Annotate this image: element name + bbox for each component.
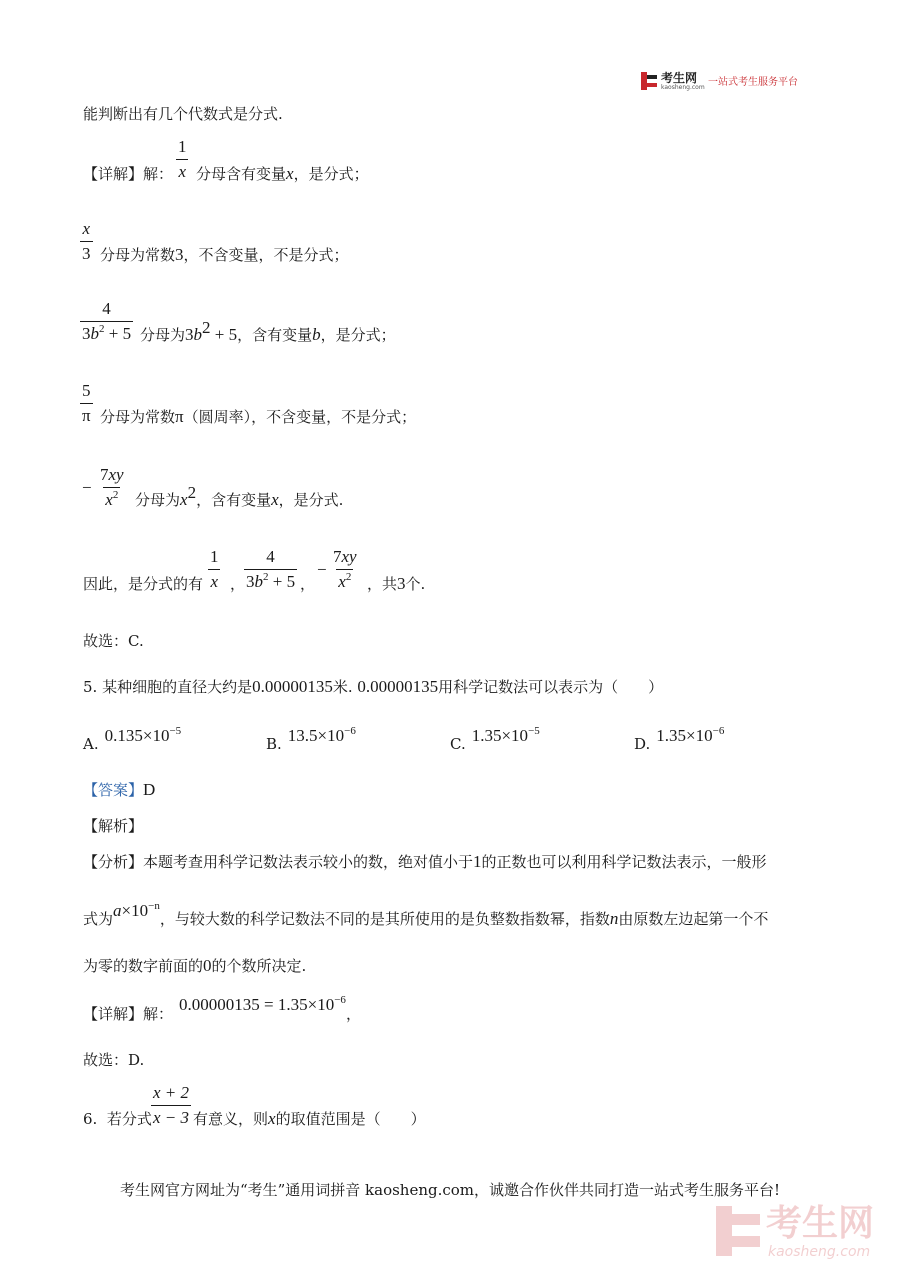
text: 个. <box>405 575 426 593</box>
q4-detail-label <box>83 164 173 184</box>
q5-answer <box>83 780 155 800</box>
times-ten: ×10 <box>121 901 149 920</box>
exponent: −6 <box>344 725 356 737</box>
q6-stem-end <box>193 1109 426 1129</box>
header-url: kaosheng.com <box>661 84 705 91</box>
exponent: −5 <box>528 725 540 737</box>
text: 若分式 <box>106 1110 152 1128</box>
text: ，是分式； <box>320 326 396 344</box>
var-a: a <box>113 901 122 920</box>
kaosheng-logo-icon <box>641 72 657 90</box>
concl-fraction-4-over-3b2plus5 <box>244 547 297 592</box>
mantissa: 13.5×10 <box>287 726 345 745</box>
header-logo <box>641 72 821 94</box>
q5-fenxi-line2 <box>83 900 769 929</box>
option-value <box>472 726 540 745</box>
frac-numerator: 1 <box>210 547 219 566</box>
q4-f5-text <box>135 483 344 510</box>
fraction-1-over-x <box>176 137 189 182</box>
var-b: b <box>312 325 321 344</box>
fraction-x-over-3 <box>80 219 93 264</box>
page-footer: 考生网官方网址为“考生”通用词拼音 kaosheng.com，诚邀合作伙伴共同打造一站式考生服务平台! <box>119 1181 781 1199</box>
sci-form <box>113 901 160 920</box>
q4-intro: 能判断出有几个代数式是分式. <box>83 105 283 123</box>
text: 分母为 <box>135 491 181 509</box>
q5-option-a <box>83 725 182 754</box>
exp: 2 <box>202 318 211 337</box>
text: 分母为 <box>140 326 186 344</box>
var-xy: xy <box>341 547 357 566</box>
text: 的正数也可以利用科学记数法表示，一般形 <box>481 853 767 871</box>
q5-option-b <box>266 725 356 754</box>
var-x: x <box>105 490 113 509</box>
q5-option-c <box>450 725 540 754</box>
q5-stem <box>83 677 663 697</box>
frac-denominator <box>103 487 120 510</box>
frac-numerator: x + 2 <box>153 1083 190 1102</box>
q5-option-d <box>634 725 725 754</box>
answer-tag: 【答案】 <box>83 781 144 799</box>
frac-denominator: x <box>176 159 188 182</box>
fenxi-tag: 【分析】 <box>83 853 144 871</box>
q4-choose: 故选：C. <box>83 632 144 650</box>
var-b: b <box>254 572 263 591</box>
watermark <box>716 1204 886 1258</box>
frac-numerator: 4 <box>102 299 111 318</box>
watermark-text: 考生网 <box>766 1203 875 1244</box>
q4-conclusion-count <box>367 574 425 594</box>
fraction-xplus2-over-xminus3 <box>151 1083 191 1128</box>
frac-denominator <box>244 569 297 592</box>
frac-denominator: x <box>208 569 220 592</box>
coef: 3 <box>82 324 91 343</box>
minus-sign: − <box>82 478 92 497</box>
text: 某种细胞的直径大约是 <box>102 678 253 696</box>
concl-fraction-neg-7xy-over-x2 <box>331 547 359 592</box>
option-label: A. <box>83 735 99 753</box>
answer-value: D <box>143 780 156 799</box>
exp: 2 <box>263 571 269 583</box>
text: ，不含变量，不是分式； <box>183 246 349 264</box>
watermark-url: kaosheng.com <box>768 1244 871 1260</box>
text: 米. <box>332 678 353 696</box>
q5-detail <box>83 994 361 1024</box>
exponent: −n <box>148 900 160 912</box>
frac-numerator <box>331 547 359 569</box>
option-label: B. <box>266 735 282 753</box>
text: ，是分式； <box>293 165 369 183</box>
jie-label: 解： <box>143 165 174 183</box>
text: 本题考查用科学记数法表示较小的数，绝对值小于 <box>143 853 474 871</box>
frac-denominator <box>336 569 353 592</box>
frac-denominator: x − 3 <box>151 1105 191 1128</box>
text: 有意义，则 <box>193 1110 269 1128</box>
q5-fenxi-line1 <box>83 852 767 872</box>
fraction-5-over-pi <box>80 381 93 426</box>
question-number: 5. <box>83 678 98 696</box>
const-3: 3 <box>175 245 184 264</box>
text: ，含有变量 <box>237 326 313 344</box>
coef: 3 <box>185 325 194 344</box>
var-b: b <box>90 324 99 343</box>
detail-expression <box>179 995 346 1014</box>
frac-denominator: π <box>80 403 93 426</box>
q4-f3-text <box>140 318 396 345</box>
var-b: b <box>193 325 203 344</box>
value: 0 <box>203 956 212 975</box>
exp: 2 <box>187 483 197 502</box>
frac-numerator <box>98 465 126 487</box>
question-number: 6. <box>83 1110 98 1128</box>
exp: 2 <box>345 571 352 583</box>
detail-tag: 【详解】 <box>83 1005 144 1023</box>
value: 0.00000135 <box>357 677 439 696</box>
exp: 2 <box>99 323 105 335</box>
coef: 7 <box>100 465 109 484</box>
plus-5: + 5 <box>104 324 132 343</box>
detail-tag: 【详解】 <box>83 165 144 183</box>
text: 用科学记数法可以表示为（ ） <box>438 678 664 696</box>
fraction-4-over-3b2plus5 <box>80 299 133 344</box>
frac-denominator <box>80 321 133 344</box>
watermark-logo-icon <box>716 1206 760 1256</box>
option-label: C. <box>450 735 466 753</box>
pi-symbol: π <box>175 407 184 426</box>
text: 由原数左边起第一个不 <box>618 910 769 928</box>
fraction-neg-7xy-over-x2 <box>98 465 126 510</box>
value: 1 <box>473 852 482 871</box>
text: 式为 <box>83 910 114 928</box>
q5-choose: 故选：D. <box>83 1051 145 1069</box>
mantissa: 1.35×10 <box>471 726 529 745</box>
frac-denominator: 3 <box>80 241 93 264</box>
text: 分母为常数 <box>100 246 176 264</box>
separator: ， <box>230 575 246 593</box>
option-value <box>105 726 182 745</box>
q5-fenxi-line3 <box>83 956 306 976</box>
option-value <box>288 726 356 745</box>
var-x: x <box>268 1109 276 1128</box>
q6-stem-start <box>83 1109 152 1129</box>
text: ，与较大数的科学记数法不同的是其所使用的是负整数指数幂，指数 <box>159 910 610 928</box>
plus-5: + 5 <box>268 572 296 591</box>
var-x: x <box>180 490 188 509</box>
coef: 7 <box>333 547 342 566</box>
exponent: −6 <box>334 994 346 1006</box>
option-label: D. <box>634 735 651 753</box>
q5-analysis-tag: 【解析】 <box>83 817 144 835</box>
text: ，含有变量 <box>196 491 272 509</box>
text: ，共 <box>367 575 398 593</box>
text: ，是分式. <box>278 491 344 509</box>
q4-conclusion-text: 因此，是分式的有 <box>83 575 204 593</box>
frac-numerator: 1 <box>178 137 187 156</box>
var-n: n <box>609 909 619 928</box>
jie-label: 解： <box>143 1005 174 1023</box>
text: 的取值范围是（ ） <box>275 1110 426 1128</box>
text: 的个数所决定. <box>211 957 307 975</box>
exponent: −5 <box>169 725 182 737</box>
option-value <box>656 726 724 745</box>
text: （圆周率），不含变量，不是分式； <box>183 408 417 426</box>
plus-5: + 5 <box>210 325 238 344</box>
header-slogan: 一站式考生服务平台 <box>708 77 798 88</box>
frac-numerator: 4 <box>266 547 275 566</box>
text: 分母为常数 <box>100 408 176 426</box>
separator: ， <box>300 575 316 593</box>
var-x: x <box>338 572 346 591</box>
header-brand: 考生网 <box>661 71 698 85</box>
text: 分母含有变量 <box>196 165 287 183</box>
text: ， <box>345 1005 361 1023</box>
q4-f1-text <box>196 164 369 184</box>
q4-f2-text <box>100 245 349 265</box>
q4-f4-text <box>100 407 416 427</box>
coef: 3 <box>246 572 255 591</box>
expression: 0.00000135 = 1.35×10 <box>179 995 335 1014</box>
mantissa: 1.35×10 <box>656 726 713 745</box>
concl-fraction-1-over-x <box>208 547 221 592</box>
count: 3 <box>397 574 406 593</box>
var-x: x <box>286 164 294 183</box>
exponent: −6 <box>712 725 725 737</box>
frac-numerator: x <box>82 219 91 238</box>
mantissa: 0.135×10 <box>104 726 170 745</box>
minus-sign: − <box>317 560 327 579</box>
var-x: x <box>271 490 279 509</box>
var-xy: xy <box>108 465 124 484</box>
exp: 2 <box>112 489 119 501</box>
frac-numerator: 5 <box>82 381 91 400</box>
text: 为零的数字前面的 <box>83 957 204 975</box>
value: 0.00000135 <box>252 677 333 696</box>
